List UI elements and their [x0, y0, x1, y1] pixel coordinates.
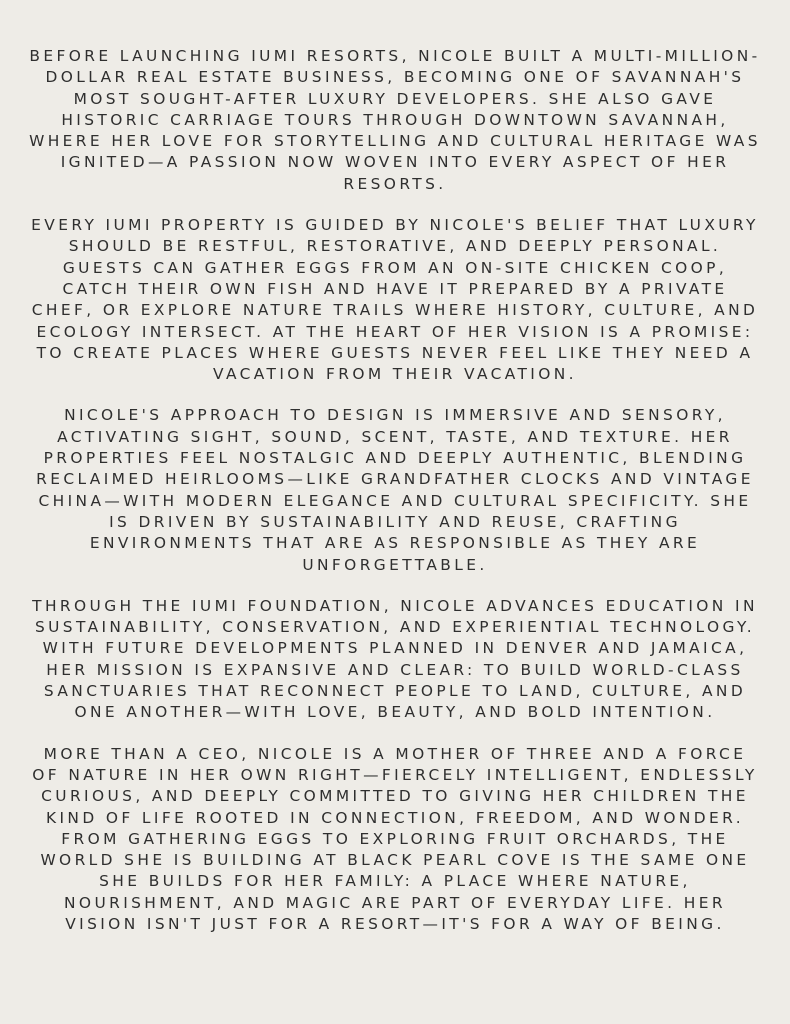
bio-paragraph-1: BEFORE LAUNCHING IUMI RESORTS, NICOLE BUILT A MULTI-MILLION-DOLLAR REAL ESTATE BUSINESS, BECOMING ONE OF SAVANNAH'S MOST SOUGHT-AFTER LUXURY DEVELOPERS. SHE ALSO GAVE HISTORIC CARRIAGE TOURS THROUGH DOWNTOWN SAVANNAH, WHERE HER LOVE FOR STORYTELLING AND CULTURAL HERITAGE WAS IGNITED—A PASSION NOW WOVEN INTO EVERY ASPECT OF HER RESORTS. — [29, 47, 761, 193]
bio-paragraph-3: NICOLE'S APPROACH TO DESIGN IS IMMERSIVE AND SENSORY, ACTIVATING SIGHT, SOUND, SCENT, TASTE, AND TEXTURE. HER PROPERTIES FEEL NOSTALGIC AND DEEPLY AUTHENTIC, BLENDING RECLAIMED HEIRLOOMS—LIKE GRANDFATHER CLOCKS AND VINTAGE CHINA—WITH MODERN ELEGANCE AND CULTURAL SPECIFICITY. SHE IS DRIVEN BY SUSTAINABILITY AND REUSE, CRAFTING ENVIRONMENTS THAT ARE AS RESPONSIBLE AS THEY ARE UNFORGETTABLE. — [36, 406, 754, 574]
bio-paragraph-2: EVERY IUMI PROPERTY IS GUIDED BY NICOLE'S BELIEF THAT LUXURY SHOULD BE RESTFUL, RESTORATIVE, AND DEEPLY PERSONAL. GUESTS CAN GATHER EGGS FROM AN ON-SITE CHICKEN COOP, CATCH THEIR OWN FISH AND HAVE IT PREPARED BY A PRIVATE CHEF, OR EXPLORE NATURE TRAILS WHERE HISTORY, CULTURE, AND ECOLOGY INTERSECT. AT THE HEART OF HER VISION IS A PROMISE: TO CREATE PLACES WHERE GUESTS NEVER FEEL LIKE THEY NEED A VACATION FROM THEIR VACATION. — [31, 216, 759, 384]
bio-paragraph-5: MORE THAN A CEO, NICOLE IS A MOTHER OF THREE AND A FORCE OF NATURE IN HER OWN RIGHT—FIERCELY INTELLIGENT, ENDLESSLY CURIOUS, AND DEEPLY COMMITTED TO GIVING HER CHILDREN THE KIND OF LIFE ROOTED IN CONNECTION, FREEDOM, AND WONDER. FROM GATHERING EGGS TO EXPLORING FRUIT ORCHARDS, THE WORLD SHE IS BUILDING AT BLACK PEARL COVE IS THE SAME ONE SHE BUILDS FOR HER FAMILY: A PLACE WHERE NATURE, NOURISHMENT, AND MAGIC ARE PART OF EVERYDAY LIFE. HER VISION ISN'T JUST FOR A RESORT—IT'S FOR A WAY OF BEING. — [32, 744, 758, 933]
bio-paragraph-4: THROUGH THE IUMI FOUNDATION, NICOLE ADVANCES EDUCATION IN SUSTAINABILITY, CONSERVATION, AND EXPERIENTIAL TECHNOLOGY. WITH FUTURE DEVELOPMENTS PLANNED IN DENVER AND JAMAICA, HER MISSION IS EXPANSIVE AND CLEAR: TO BUILD WORLD-CLASS SANCTUARIES THAT RECONNECT PEOPLE TO LAND, CULTURE, AND ONE ANOTHER—WITH LOVE, BEAUTY, AND BOLD INTENTION. — [32, 596, 758, 722]
